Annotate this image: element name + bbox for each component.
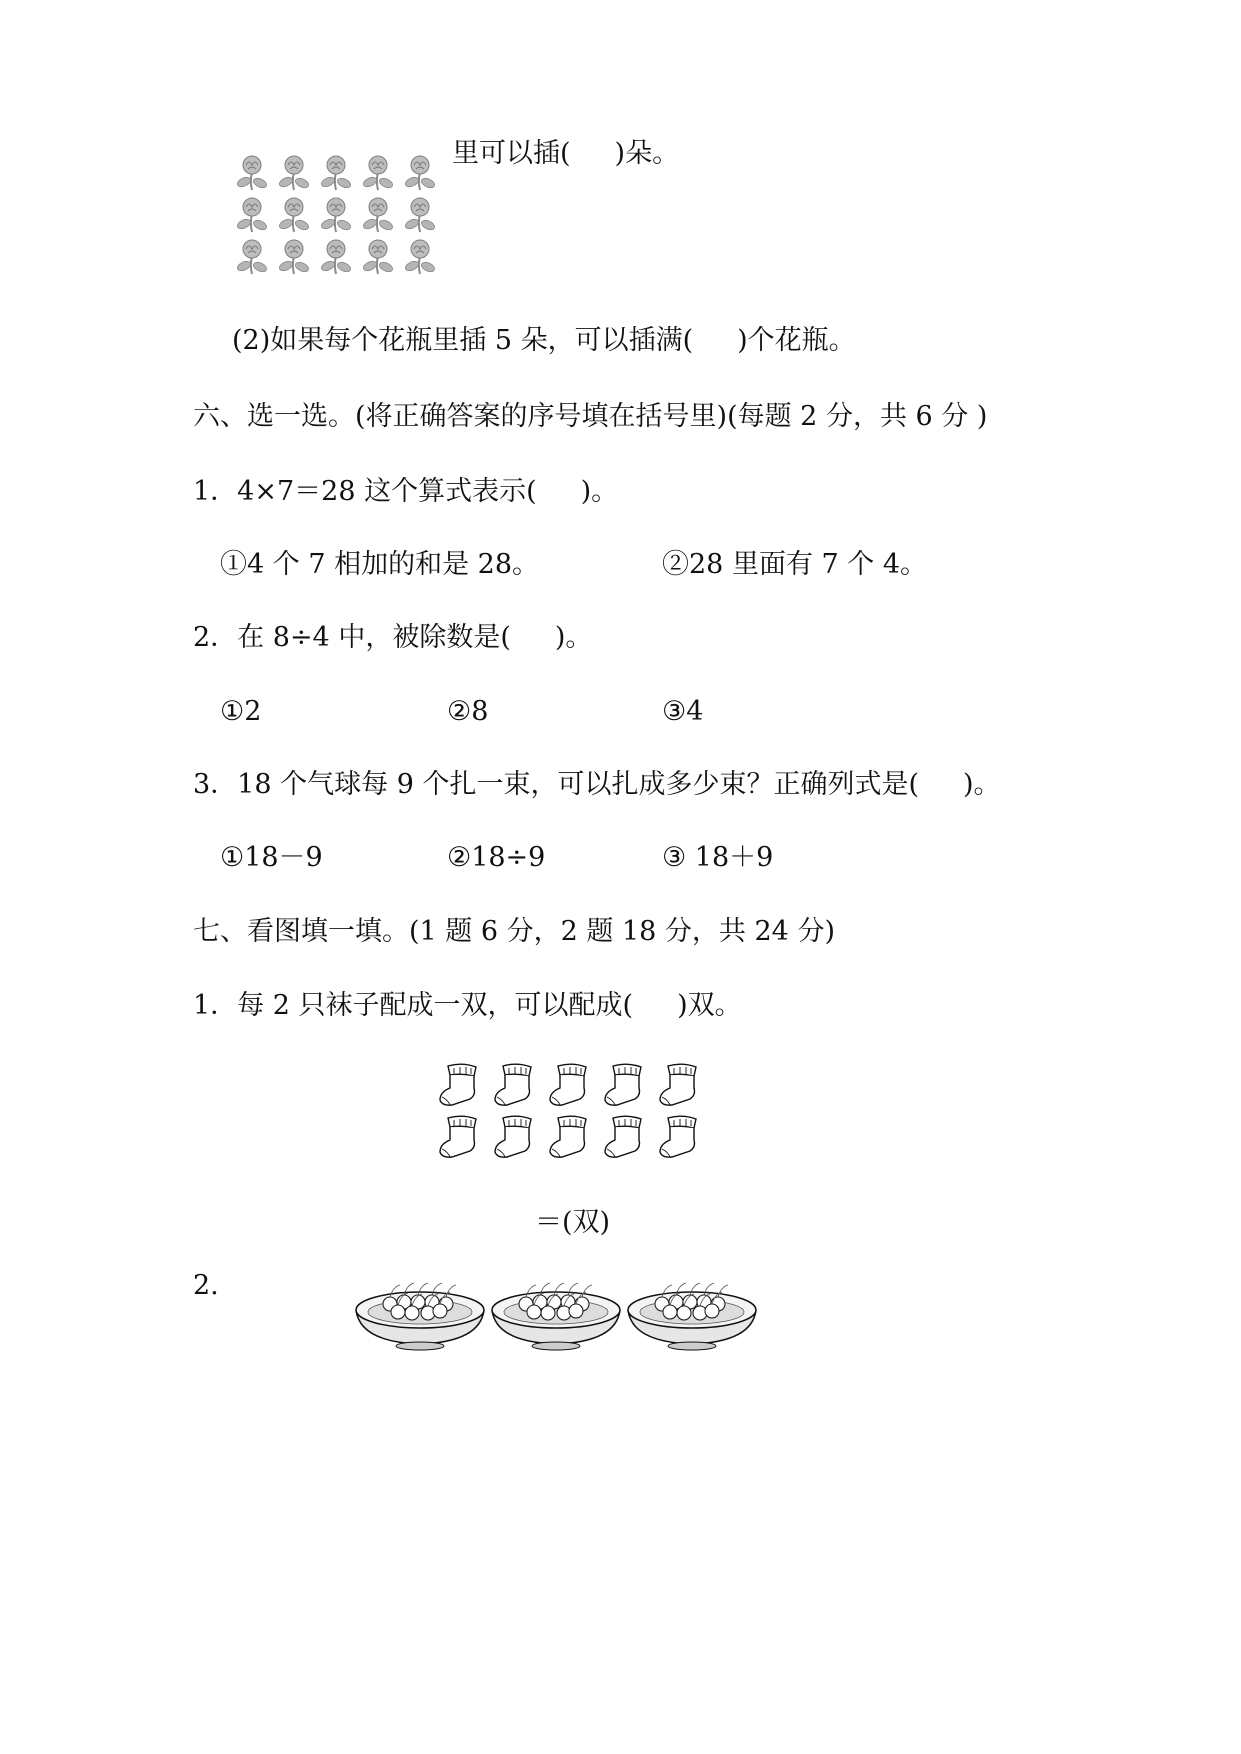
flower-icon — [404, 156, 436, 190]
flower-icon — [320, 240, 352, 274]
flower-icon — [278, 156, 310, 190]
sock-icon — [660, 1064, 696, 1105]
ball-icon — [677, 1306, 691, 1320]
q5-part1-tail: 里可以插( — [452, 138, 571, 169]
q6-item2-stem — [193, 620, 592, 656]
flower-icon — [362, 156, 394, 190]
flower-grid — [232, 150, 442, 275]
section-7-title: 七、看图填一填。(1 题 6 分，2 题 18 分，共 24 分) — [193, 916, 835, 947]
q6-item1-stem-end: )。 — [580, 476, 619, 507]
flower-icon — [320, 198, 352, 232]
section-6-title: 六、选一选。(将正确答案的序号填在括号里)(每题 2 分，共 6 分 ) — [193, 401, 988, 432]
flower-icon — [278, 198, 310, 232]
q5-part1-text — [452, 136, 679, 172]
q6-item1-stem-text: 1．4×7＝28 这个算式表示( — [193, 476, 537, 507]
q7-item1-stem — [193, 988, 742, 1024]
ball-icon — [391, 1305, 405, 1319]
ball-icon — [405, 1306, 419, 1320]
flower-icon — [236, 198, 268, 232]
sock-icon — [550, 1064, 586, 1105]
flower-icon — [278, 240, 310, 274]
q6-item3-option-1: ①18－9 — [220, 842, 323, 873]
ball-icon — [541, 1306, 555, 1320]
q6-item3-stem-end: )。 — [963, 769, 1001, 800]
bowl-icon — [356, 1283, 484, 1350]
q6-item2-stem-text: 2．在 8÷4 中，被除数是( — [193, 622, 511, 653]
ball-icon — [527, 1305, 541, 1319]
q6-item3-option-2: ②18÷9 — [447, 842, 546, 873]
sock-icon — [660, 1116, 696, 1157]
flower-icon — [320, 156, 352, 190]
q6-item2-stem-end: )。 — [554, 622, 593, 653]
flower-icon — [236, 156, 268, 190]
q6-item2-option-2: ②8 — [447, 696, 489, 727]
q6-item1-option-1: ①4 个 7 相加的和是 28。 — [220, 549, 540, 580]
ball-icon — [663, 1305, 677, 1319]
bowl-illustration — [352, 1280, 764, 1352]
q6-item1-option-2: ②28 里面有 7 个 4。 — [662, 549, 928, 580]
sock-icon — [550, 1116, 586, 1157]
q6-item3-stem-text: 3．18 个气球每 9 个扎一束，可以扎成多少束？正确列式是( — [193, 769, 919, 800]
q6-item2-option-3: ③4 — [662, 696, 704, 727]
flower-icon — [236, 240, 268, 274]
q5-part2-stem: (2)如果每个花瓶里插 5 朵，可以插满( — [232, 325, 694, 356]
flower-icon — [362, 240, 394, 274]
q6-item2-option-1: ①2 — [220, 696, 262, 727]
sock-icon — [605, 1064, 641, 1105]
flower-icon — [404, 198, 436, 232]
flower-icon — [362, 198, 394, 232]
q7-item1-stem-end: )双。 — [677, 990, 742, 1021]
q6-item3-stem — [193, 767, 1001, 803]
flower-illustration — [232, 150, 442, 275]
bowl-icon — [628, 1283, 756, 1350]
ball-icon — [569, 1304, 583, 1318]
q7-item2-label: 2. — [193, 1270, 219, 1301]
q6-item1-stem — [193, 474, 618, 510]
bowl-row — [352, 1280, 764, 1352]
sock-illustration — [432, 1060, 704, 1166]
sock-icon — [495, 1064, 531, 1105]
q5-part1-end: )朵。 — [614, 138, 680, 169]
sock-icon — [440, 1116, 476, 1157]
sock-icon — [605, 1116, 641, 1157]
ball-icon — [705, 1304, 719, 1318]
sock-grid — [432, 1060, 704, 1166]
bowl-icon — [492, 1283, 620, 1350]
q7-item1-stem-text: 1．每 2 只袜子配成一双，可以配成( — [193, 990, 634, 1021]
ball-icon — [433, 1304, 447, 1318]
q6-item3-option-3: ③ 18＋9 — [662, 842, 774, 873]
sock-icon — [440, 1064, 476, 1105]
q5-part2-end: )个花瓶。 — [737, 325, 856, 356]
sock-icon — [495, 1116, 531, 1157]
q7-item1-equation[interactable]: ＝(双) — [535, 1207, 611, 1238]
q5-part2-text — [232, 323, 856, 359]
flower-icon — [404, 240, 436, 274]
